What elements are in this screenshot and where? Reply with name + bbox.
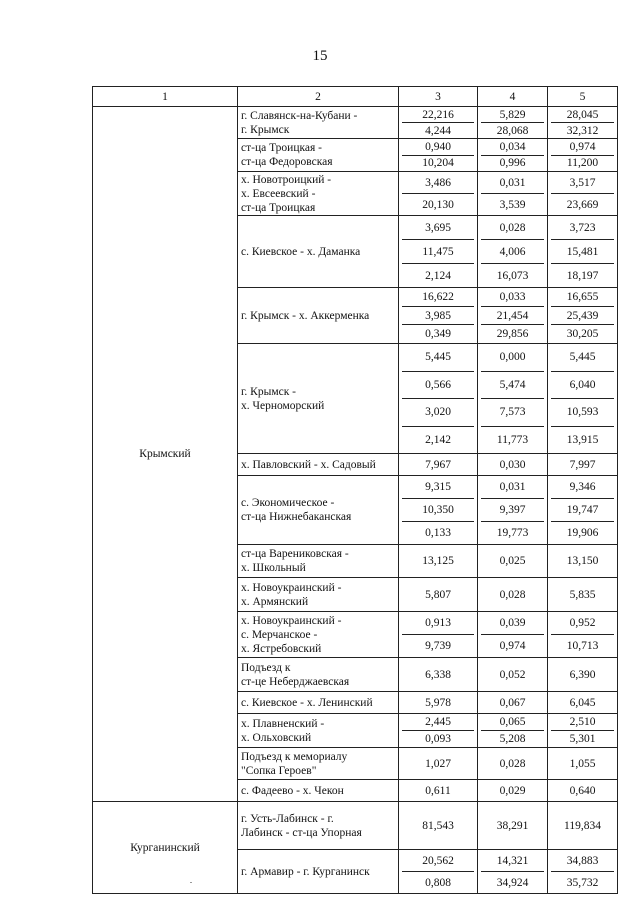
road-name-cell [238,545,399,578]
value: 32,312 [551,122,614,138]
value-cell-col3 [399,545,478,578]
value-cell-col4 [478,288,548,344]
value: 0,349 [402,324,474,343]
value: 20,130 [402,193,474,215]
value: 22,216 [422,108,454,121]
value: 38,291 [496,819,529,832]
value: 23,669 [551,193,614,215]
value: 0,940 [425,140,451,153]
road-name-cell [238,476,399,545]
value: 3,020 [402,398,474,426]
value-cell-col4 [478,850,548,894]
value-cell-col4 [478,780,548,802]
value: 0,974 [481,634,544,657]
value: 0,000 [499,351,526,364]
value: 19,773 [481,521,544,544]
value-cell-col3 [399,578,478,612]
road-name-line: г. Усть-Лабинск - г. [241,812,334,825]
value: 5,474 [481,371,544,399]
value-cell-col5 [548,454,618,476]
road-name-cell [238,139,399,172]
road-name-cell [238,658,399,692]
value: 7,573 [481,398,544,426]
value: 0,640 [569,784,596,797]
value-cell-col5 [548,802,618,850]
road-name-cell [238,748,399,780]
value: 6,390 [569,668,596,681]
road-name-line: х. Черноморский [241,399,325,412]
header-col-4: 4 [478,87,548,107]
value: 0,028 [499,757,526,770]
road-name-line: х. Новотроицкий - [241,173,332,186]
value-cell-col5 [548,658,618,692]
value: 0,029 [499,784,526,797]
road-name-line: ст-це Неберджаевская [241,675,350,688]
value-cell-col5 [548,612,618,658]
value: 0,034 [499,140,526,153]
value: 6,338 [425,668,451,681]
value-cell-col4 [478,216,548,288]
value: 16,655 [566,290,599,303]
road-name-line: х. Евсеевский - [241,187,316,200]
value: 16,073 [481,263,544,287]
value-cell-col3 [399,172,478,216]
value: 5,208 [481,730,544,747]
road-name-line: г. Славянск-на-Кубани - [241,109,358,122]
value: 2,124 [402,263,474,287]
value: 0,039 [499,617,526,629]
road-name-cell [238,612,399,658]
page-number: 15 [312,48,328,64]
value: 0,030 [499,458,526,471]
value: 3,517 [569,176,596,189]
value: 119,834 [564,819,601,832]
road-name-line: Лабинск - ст-ца Упорная [241,826,362,839]
value-cell-col5 [548,476,618,545]
road-name-cell [238,692,399,714]
value: 5,835 [569,588,596,601]
value: 4,244 [402,122,474,138]
value: 0,065 [499,716,526,728]
value-cell-col3 [399,692,478,714]
value: 2,445 [425,716,451,728]
value-cell-col5 [548,545,618,578]
value-cell-col5 [548,344,618,454]
header-col-2: 2 [238,87,399,107]
value-cell-col5 [548,139,618,172]
value: 0,028 [499,221,526,234]
road-name-line: г. Крымск - [241,385,296,398]
value: 30,205 [551,324,614,343]
value: 0,031 [499,176,526,189]
value-cell-col5 [548,692,618,714]
value-cell-col4 [478,692,548,714]
road-name-line: х. Школьный [241,562,306,574]
road-name-line: Подъезд к [241,661,291,674]
value: 0,028 [499,588,526,601]
value: 9,346 [569,481,596,493]
value-cell-col4 [478,545,548,578]
value: 28,045 [566,108,599,121]
value: 11,773 [481,426,544,454]
value: 5,829 [499,108,526,121]
table-row [93,802,618,850]
value: 11,475 [402,239,474,263]
road-name-cell [238,454,399,476]
value: 0,913 [425,617,451,629]
value-cell-col4 [478,172,548,216]
value-cell-col5 [548,714,618,748]
value: 3,539 [481,193,544,215]
road-name-line: ст-ца Варениковская - [241,548,349,560]
value: 7,997 [569,458,596,471]
value-cell-col3 [399,850,478,894]
value-cell-col3 [399,748,478,780]
road-name-line: г. Крымск - х. Аккерменка [241,309,370,322]
value-cell-col5 [548,578,618,612]
value: 0,566 [402,371,474,399]
value: 0,025 [499,555,526,567]
value: 0,996 [481,155,544,172]
value: 20,562 [422,854,454,867]
value: 18,197 [551,263,614,287]
value-cell-col3 [399,714,478,748]
road-name-cell [238,288,399,344]
value-cell-col4 [478,658,548,692]
value-cell-col3 [399,658,478,692]
value: 10,593 [551,398,614,426]
road-name-cell [238,802,399,850]
value-cell-col5 [548,748,618,780]
value: 2,510 [569,716,596,728]
value: 1,027 [425,757,451,770]
value: 13,150 [566,555,599,567]
value: 0,952 [569,617,596,629]
road-name-line: с. Мерчанское - [241,628,318,641]
value: 13,125 [422,555,454,567]
value-cell-col5 [548,850,618,894]
road-name-cell [238,344,399,454]
road-name-line: г. Крымск [241,123,290,136]
value: 7,967 [425,458,451,471]
value: 1,055 [569,757,596,770]
value-cell-col3 [399,288,478,344]
value-cell-col5 [548,172,618,216]
scan-speck [190,882,192,883]
road-name-line: Подъезд к мемориалу [241,750,348,763]
value-cell-col4 [478,714,548,748]
value-cell-col4 [478,802,548,850]
value: 0,808 [402,871,474,893]
road-name-line: ст-ца Нижнебаканская [241,511,352,523]
value-cell-col3 [399,107,478,139]
value-cell-col3 [399,344,478,454]
value: 16,622 [422,290,454,303]
value: 5,445 [569,351,596,364]
value-cell-col4 [478,748,548,780]
value: 10,713 [551,634,614,657]
value-cell-col4 [478,454,548,476]
road-name-cell [238,107,399,139]
value: 10,350 [402,498,474,521]
road-name-line: х. Армянский [241,595,309,608]
value: 34,924 [481,871,544,893]
road-name-line: "Сопка Героев" [241,764,317,777]
road-name-line: ст-ца Троицкая [241,201,316,214]
road-name-line: с. Киевское - х. Даманка [241,245,361,258]
value: 81,543 [422,819,454,832]
road-name-line: х. Ольховский [241,731,312,744]
header-col-3: 3 [399,87,478,107]
value: 3,486 [425,176,451,189]
value: 34,883 [566,854,599,867]
value-cell-col4 [478,139,548,172]
road-name-line: ст-ца Троицкая - [241,142,322,154]
value: 0,033 [499,290,526,303]
road-name-line: с. Киевское - х. Ленинский [241,696,373,709]
road-name-cell [238,850,399,894]
value-cell-col3 [399,476,478,545]
road-name-line: х. Новоукраинский - [241,581,342,594]
value-cell-col5 [548,780,618,802]
value: 29,856 [481,324,544,343]
value-cell-col4 [478,107,548,139]
road-name-cell [238,578,399,612]
value: 0,052 [499,668,526,681]
value: 19,747 [551,498,614,521]
value: 0,974 [569,140,596,153]
value-cell-col3 [399,780,478,802]
value-cell-col4 [478,578,548,612]
value-cell-col3 [399,454,478,476]
value-cell-col4 [478,476,548,545]
value: 19,906 [551,521,614,544]
header-row [93,87,618,107]
table-body [93,107,618,894]
road-name-line: х. Плавненский - [241,717,325,730]
value: 2,142 [402,426,474,454]
header-col-5: 5 [548,87,618,107]
road-name-line: х. Ястребовский [241,642,322,655]
roads-table [92,86,618,894]
value-cell-col4 [478,612,548,658]
value: 5,978 [425,696,451,709]
value-cell-col3 [399,802,478,850]
road-name-cell [238,780,399,802]
value: 5,445 [425,351,451,364]
value: 11,200 [551,155,614,172]
value: 14,321 [496,854,529,867]
value: 35,732 [551,871,614,893]
value: 0,611 [425,784,451,797]
value-cell-col3 [399,216,478,288]
value: 0,093 [402,730,474,747]
value: 9,315 [425,481,451,493]
district-cell: Курганинский [93,802,238,894]
value: 28,068 [481,122,544,138]
table-row [93,107,618,139]
value: 3,985 [402,306,474,325]
value: 0,067 [499,696,526,709]
road-name-line: с. Экономическое - [241,497,335,509]
value: 5,807 [425,588,451,601]
value: 15,481 [551,239,614,263]
road-name-line: х. Новоукраинский - [241,614,342,627]
value-cell-col3 [399,612,478,658]
value: 0,133 [402,521,474,544]
header-col-1: 1 [93,87,238,107]
value-cell-col3 [399,139,478,172]
value: 3,695 [425,221,451,234]
road-name-cell [238,216,399,288]
district-cell: Крымский [93,107,238,802]
value: 4,006 [481,239,544,263]
value: 5,301 [551,730,614,747]
value: 6,045 [569,696,596,709]
value: 10,204 [402,155,474,172]
road-name-line: г. Армавир - г. Курганинск [241,865,370,878]
value-cell-col5 [548,288,618,344]
road-name-cell [238,714,399,748]
value: 21,454 [481,306,544,325]
value: 9,397 [481,498,544,521]
value-cell-col4 [478,344,548,454]
value-cell-col5 [548,216,618,288]
value: 13,915 [551,426,614,454]
road-name-line: х. Павловский - х. Садовый [241,458,376,471]
value: 3,723 [569,221,596,234]
value: 6,040 [551,371,614,399]
road-name-line: с. Фадеево - х. Чекон [241,784,344,797]
value: 0,031 [499,481,526,493]
value: 25,439 [551,306,614,325]
value-cell-col5 [548,107,618,139]
road-name-line: ст-ца Федоровская [241,156,333,168]
road-name-cell [238,172,399,216]
value: 9,739 [402,634,474,657]
